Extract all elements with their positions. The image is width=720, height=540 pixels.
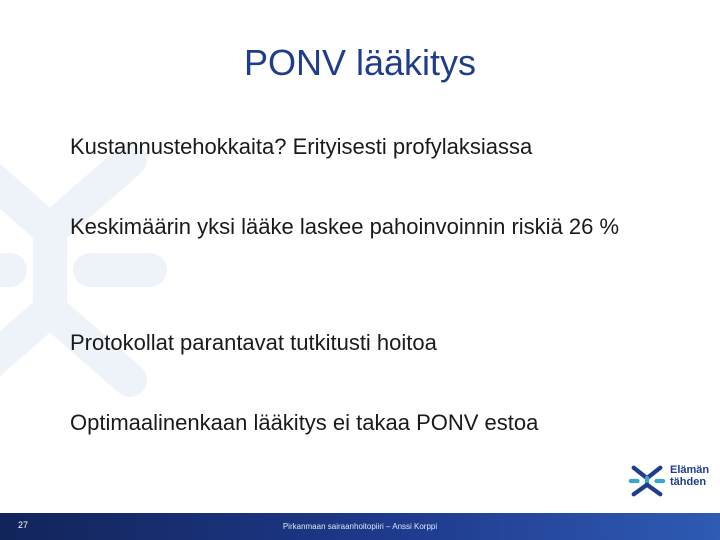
bullet-item: Keskimäärin yksi lääke laskee pahoinvoinnin riskiä 26 % [70, 214, 620, 239]
bullet-item: Protokollat parantavat tutkitusti hoitoa [70, 330, 437, 355]
logo-line-1: Elämän [670, 464, 710, 476]
logo-line-2: tähden [670, 476, 707, 488]
watermark-logo-icon [0, 120, 170, 420]
logo-text [670, 464, 709, 488]
slide-title: PONV lääkitys [243, 42, 477, 83]
bullet-item: Optimaalinenkaan lääkitys ei takaa PONV estoa [70, 410, 539, 435]
logo-cross-icon [628, 462, 666, 500]
footer-text: Pirkanmaan sairaanhoitopiiri – Anssi Korppi [282, 522, 438, 531]
page-number: 27 [18, 520, 29, 530]
bullet-item: Kustannustehokkaita? Erityisesti profylaksiassa [70, 134, 533, 159]
footer-bar [0, 513, 720, 540]
elaman-tahden-logo [628, 462, 718, 508]
